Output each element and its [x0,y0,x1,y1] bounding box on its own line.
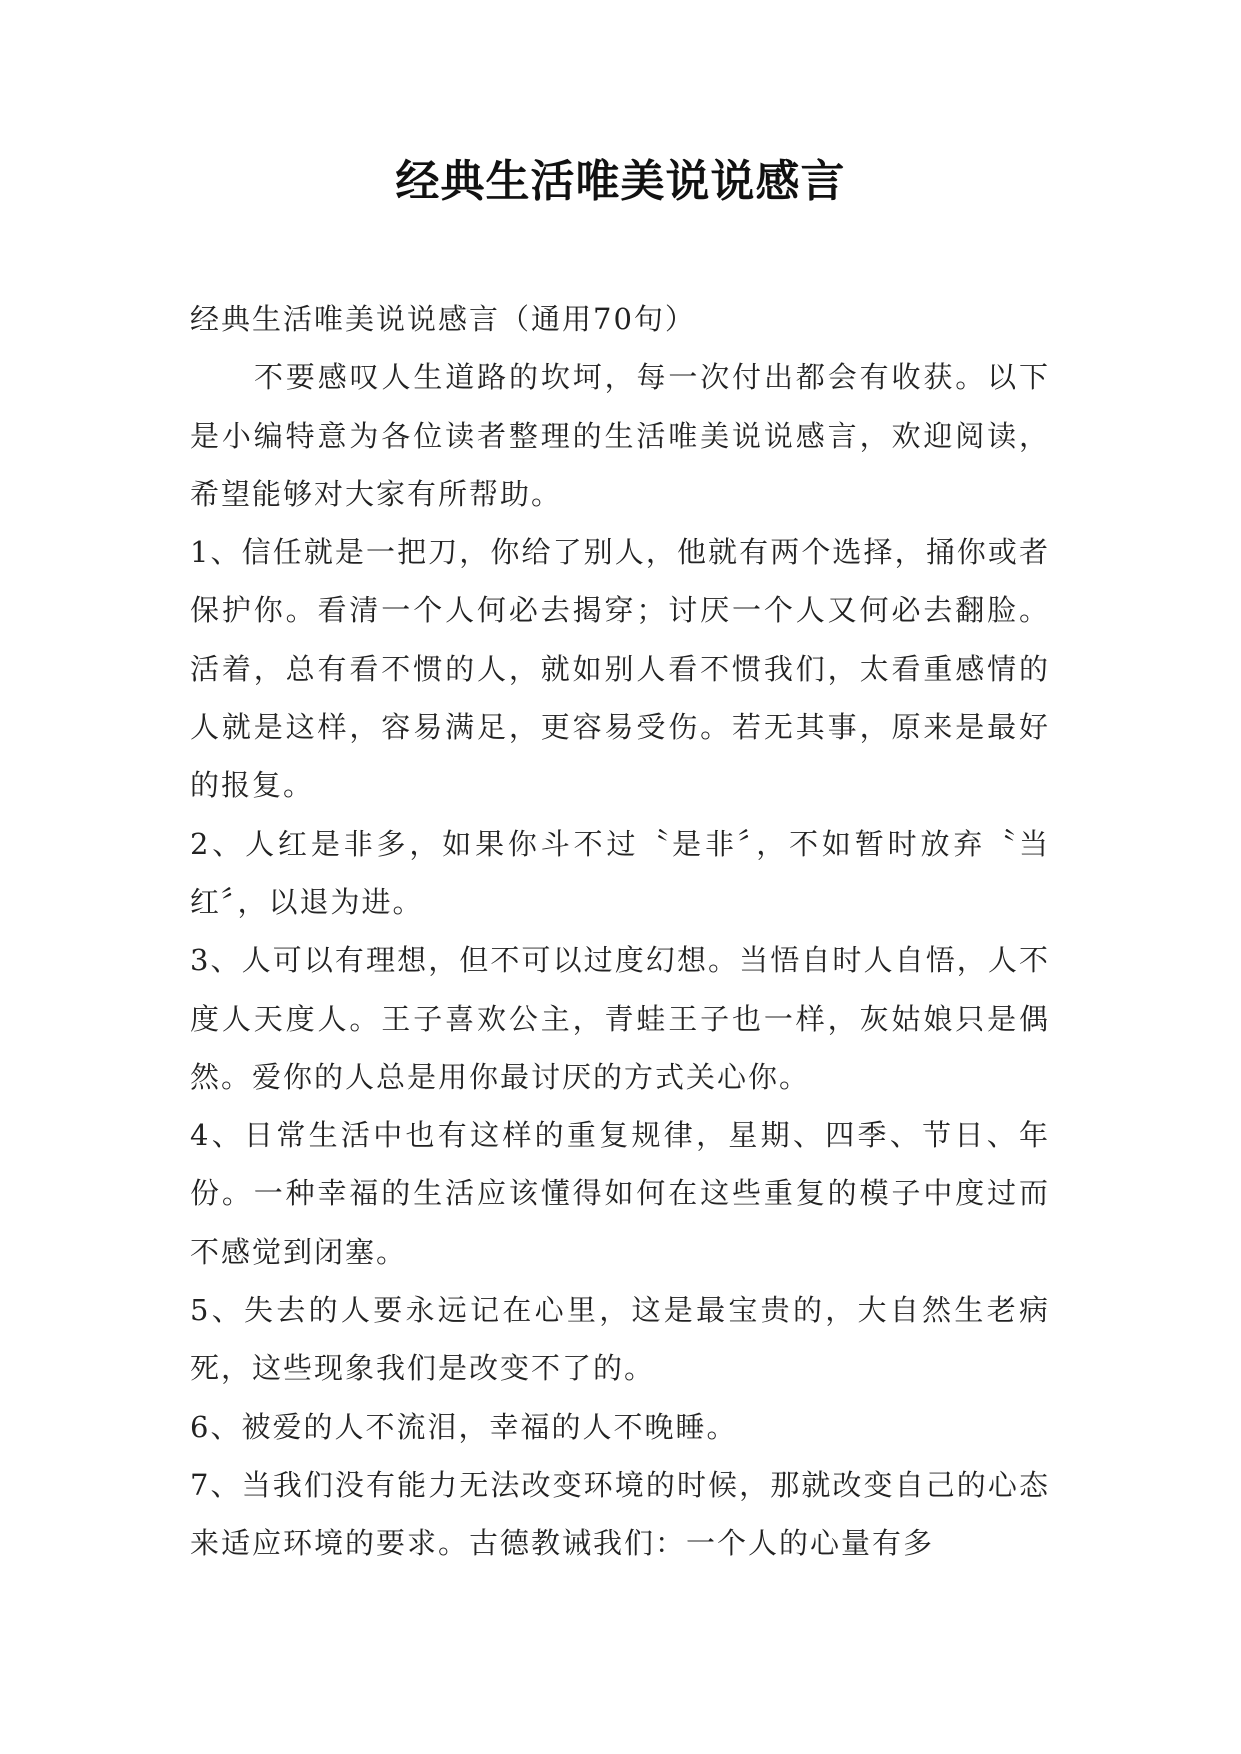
list-item: 5、失去的人要永远记在心里，这是最宝贵的，大自然生老病死，这些现象我们是改变不了的。 [190,1293,1050,1386]
list-item: 6、被爱的人不流泪，幸福的人不晚睡。 [190,1409,738,1444]
intro-paragraph: 不要感叹人生道路的坎坷，每一次付出都会有收获。以下是小编特意为各位读者整理的生活唯美说说感言，欢迎阅读，希望能够对大家有所帮助。 [190,360,1050,511]
list-item: 2、人红是非多，如果你斗不过〝是非〞，不如暂时放弃〝当红〞，以退为进。 [190,826,1050,919]
list-item: 7、当我们没有能力无法改变环境的时候，那就改变自己的心态来适应环境的要求。古德教诫我们：一个人的心量有多 [190,1467,1050,1561]
list-item: 4、日常生活中也有这样的重复规律，星期、四季、节日、年份。一种幸福的生活应该懂得如何在这些重复的模子中度过而不感觉到闭塞。 [190,1118,1050,1269]
document-subtitle: 经典生活唯美说说感言（通用70句） [190,302,696,336]
document-title: 经典生活唯美说说感言 [395,156,846,207]
list-item: 1、信任就是一把刀，你给了别人，他就有两个选择，捅你或者保护你。看清一个人何必去揭穿；讨厌一个人又何必去翻脸。活着，总有看不惯的人，就如别人看不惯我们，太看重感情的人就是这样，容易满足，更容易受伤。若无其事，原来是最好的报复。 [190,535,1050,803]
document-body [190,290,1050,1573]
list-item: 3、人可以有理想，但不可以过度幻想。当悟自时人自悟，人不度人天度人。王子喜欢公主，青蛙王子也一样，灰姑娘只是偶然。爱你的人总是用你最讨厌的方式关心你。 [190,943,1050,1094]
